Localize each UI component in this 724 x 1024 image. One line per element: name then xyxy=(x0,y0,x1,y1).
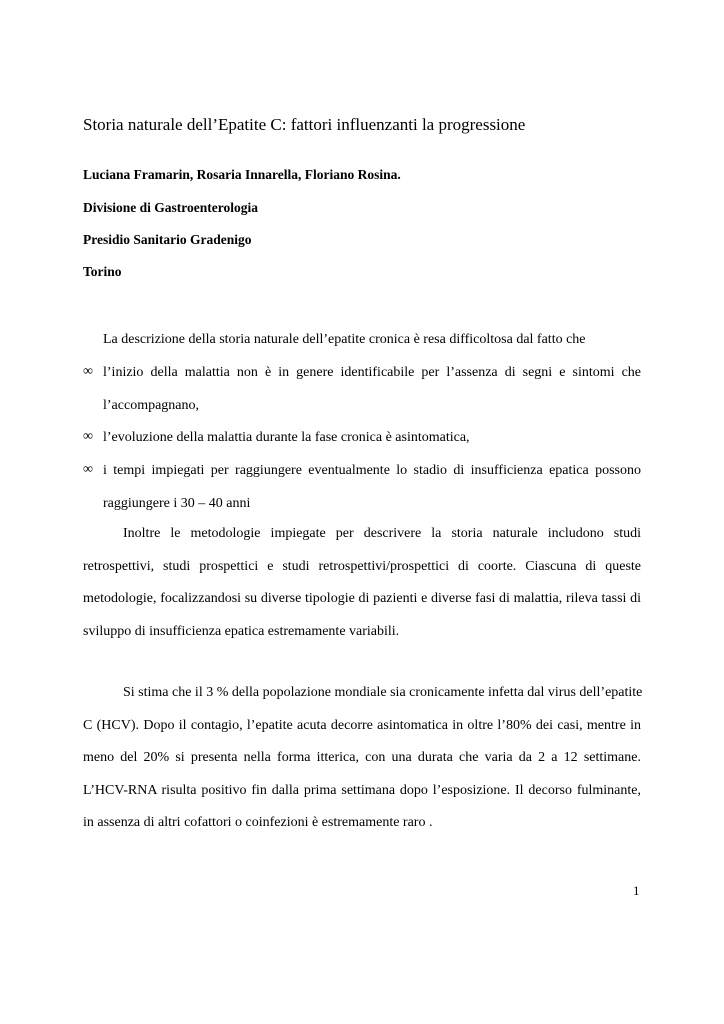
paragraph-line: L’HCV-RNA risulta positivo fin dalla prima settimana dopo l’esposizione. Il decorso fulminante, xyxy=(83,783,641,798)
division: Divisione di Gastroenterologia xyxy=(83,200,258,215)
paragraph-line: sviluppo di insufficienza epatica estremamente variabili. xyxy=(83,624,400,639)
intro-line: La descrizione della storia naturale dell’epatite cronica è resa difficoltosa dal fatto che xyxy=(103,332,586,347)
paragraph-line: meno del 20% si presenta nella forma itterica, con una durata che varia da 2 a 12 settimane. xyxy=(83,750,641,765)
paragraph-line: C (HCV). Dopo il contagio, l’epatite acuta decorre asintomatica in oltre l’80% dei casi, mentre in xyxy=(83,718,641,733)
bullet-line: i tempi impiegati per raggiungere eventualmente lo stadio di insufficienza epatica possono xyxy=(103,463,641,478)
infinity-bullet-icon: ∞ xyxy=(83,462,93,477)
paragraph-line: retrospettivi, studi prospettici e studi retrospettivi/prospettici di coorte. Ciascuna di queste xyxy=(83,559,641,574)
document-title: Storia naturale dell’Epatite C: fattori influenzanti la progressione xyxy=(83,115,526,134)
bullet-line: l’evoluzione della malattia durante la fase cronica è asintomatica, xyxy=(103,430,470,445)
paragraph-line: metodologie, focalizzandosi su diverse tipologie di pazienti e diverse fasi di malattia, rileva tassi di xyxy=(83,591,641,606)
bullet-line: l’accompagnano, xyxy=(103,398,200,413)
paragraph-line: Inoltre le metodologie impiegate per descrivere la storia naturale includono studi xyxy=(123,526,641,541)
authors: Luciana Framarin, Rosaria Innarella, Floriano Rosina. xyxy=(83,167,401,182)
infinity-bullet-icon: ∞ xyxy=(83,364,93,379)
paragraph-line: Si stima che il 3 % della popolazione mondiale sia cronicamente infetta dal virus dell’epatite xyxy=(123,685,643,700)
city: Torino xyxy=(83,264,122,279)
page-number: 1 xyxy=(633,883,640,898)
presidio: Presidio Sanitario Gradenigo xyxy=(83,232,252,247)
bullet-line: raggiungere i 30 – 40 anni xyxy=(103,496,251,511)
paragraph-line: in assenza di altri cofattori o coinfezioni è estremamente raro . xyxy=(83,815,433,830)
infinity-bullet-icon: ∞ xyxy=(83,429,93,444)
bullet-line: l’inizio della malattia non è in genere identificabile per l’assenza di segni e sintomi che xyxy=(103,365,641,380)
